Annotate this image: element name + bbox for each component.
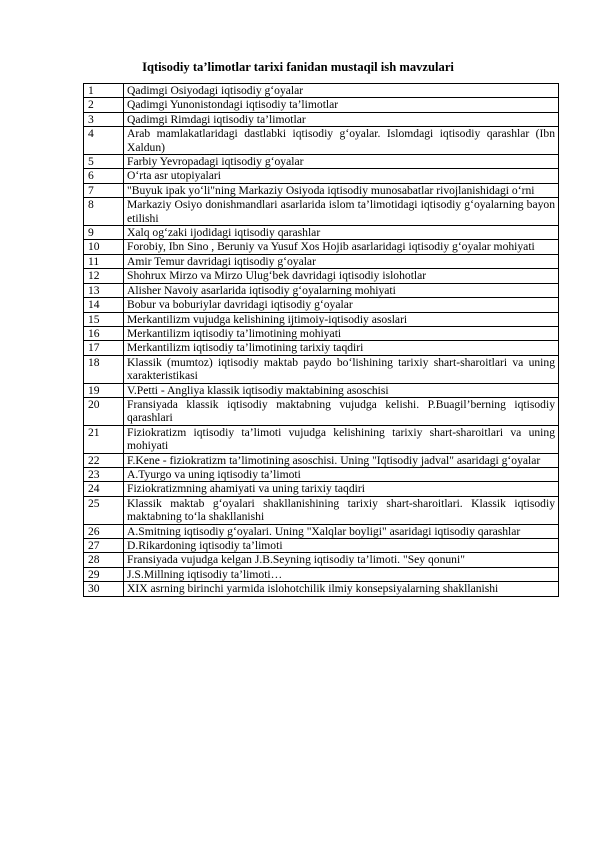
topic-title: F.Kene - fiziokratizm ta’limotining asoschisi. Uning "Iqtisodiy jadval" asaridagi g‘oyalar xyxy=(124,453,559,467)
topic-title: Merkantilizm iqtisodiy ta’limotining mohiyati xyxy=(124,326,559,340)
topic-title: Qadimgi Osiyodagi iqtisodiy g‘oyalar xyxy=(124,84,559,98)
table-row xyxy=(84,169,559,183)
topic-title: A.Tyurgo va uning iqtisodiy ta’limoti xyxy=(124,467,559,481)
topic-number: 2 xyxy=(84,98,124,112)
table-row xyxy=(84,341,559,355)
topic-number: 19 xyxy=(84,383,124,397)
topics-table-body xyxy=(84,84,559,597)
table-row xyxy=(84,553,559,567)
topic-title: Fransiyada klassik iqtisodiy maktabning vujudga kelishi. P.Buagil’berning iqtisodiy qarashlari xyxy=(124,397,559,425)
topic-title: Amir Temur davridagi iqtisodiy g‘oyalar xyxy=(124,254,559,268)
topic-title: Bobur va boburiylar davridagi iqtisodiy g‘oyalar xyxy=(124,298,559,312)
topic-title: Qadimgi Yunonistondagi iqtisodiy ta’limotlar xyxy=(124,98,559,112)
table-row xyxy=(84,226,559,240)
table-row xyxy=(84,98,559,112)
topic-title: "Buyuk ipak yo‘li"ning Markaziy Osiyoda iqtisodiy munosabatlar rivojlanishidagi o‘rni xyxy=(124,183,559,197)
table-row xyxy=(84,112,559,126)
topic-title: Forobiy, Ibn Sino , Beruniy va Yusuf Xos Hojib asarlaridagi iqtisodiy g‘oyalar mohiyati xyxy=(124,240,559,254)
topic-number: 23 xyxy=(84,467,124,481)
topic-number: 26 xyxy=(84,524,124,538)
table-row xyxy=(84,84,559,98)
topic-number: 8 xyxy=(84,198,124,226)
topic-number: 24 xyxy=(84,482,124,496)
table-row xyxy=(84,582,559,596)
table-row xyxy=(84,283,559,297)
topic-title: Fransiyada vujudga kelgan J.B.Seyning iqtisodiy ta’limoti. "Sey qonuni" xyxy=(124,553,559,567)
topic-number: 14 xyxy=(84,298,124,312)
topic-title: V.Petti - Angliya klassik iqtisodiy maktabining asoschisi xyxy=(124,383,559,397)
table-row xyxy=(84,355,559,383)
topic-title: J.S.Millning iqtisodiy ta’limoti… xyxy=(124,567,559,581)
table-row xyxy=(84,524,559,538)
topic-number: 15 xyxy=(84,312,124,326)
topic-title: Klassik maktab g‘oyalari shakllanishining tarixiy shart-sharoitlari. Klassik iqtisodiy maktabning to‘la shakllanishi xyxy=(124,496,559,524)
topic-title: Shohrux Mirzo va Mirzo Ulug‘bek davridagi iqtisodiy islohotlar xyxy=(124,269,559,283)
topic-number: 3 xyxy=(84,112,124,126)
topic-number: 21 xyxy=(84,425,124,453)
table-row xyxy=(84,183,559,197)
topic-title: Fiziokratizmning ahamiyati va uning tarixiy taqdiri xyxy=(124,482,559,496)
table-row xyxy=(84,155,559,169)
topic-number: 25 xyxy=(84,496,124,524)
topic-number: 17 xyxy=(84,341,124,355)
topic-title: Klassik (mumtoz) iqtisodiy maktab paydo bo‘lishining tarixiy shart-sharoitlari va uning xarakteristikasi xyxy=(124,355,559,383)
topic-number: 1 xyxy=(84,84,124,98)
topic-title: Merkantilizm iqtisodiy ta’limotining tarixiy taqdiri xyxy=(124,341,559,355)
topic-title: D.Rikardoning iqtisodiy ta’limoti xyxy=(124,539,559,553)
table-row xyxy=(84,198,559,226)
topic-title: O‘rta asr utopiyalari xyxy=(124,169,559,183)
topic-title: Alisher Navoiy asarlarida iqtisodiy g‘oyalarning mohiyati xyxy=(124,283,559,297)
topic-number: 30 xyxy=(84,582,124,596)
topic-title: XIX asrning birinchi yarmida islohotchilik ilmiy konsepsiyalarning shakllanishi xyxy=(124,582,559,596)
table-row xyxy=(84,312,559,326)
topic-number: 11 xyxy=(84,254,124,268)
topic-number: 28 xyxy=(84,553,124,567)
table-row xyxy=(84,269,559,283)
topic-number: 16 xyxy=(84,326,124,340)
topic-number: 27 xyxy=(84,539,124,553)
table-row xyxy=(84,425,559,453)
topic-number: 22 xyxy=(84,453,124,467)
topic-number: 12 xyxy=(84,269,124,283)
table-row xyxy=(84,240,559,254)
topic-number: 20 xyxy=(84,397,124,425)
topic-number: 13 xyxy=(84,283,124,297)
topic-title: Merkantilizm vujudga kelishining ijtimoiy-iqtisodiy asoslari xyxy=(124,312,559,326)
topic-title: A.Smitning iqtisodiy g‘oyalari. Uning "Xalqlar boyligi" asaridagi iqtisodiy qarashlar xyxy=(124,524,559,538)
table-row xyxy=(84,453,559,467)
topic-number: 4 xyxy=(84,127,124,155)
topic-number: 10 xyxy=(84,240,124,254)
topic-title: Arab mamlakatlaridagi dastlabki iqtisodiy g‘oyalar. Islomdagi iqtisodiy qarashlar (Ibn Xaldun) xyxy=(124,127,559,155)
topic-number: 9 xyxy=(84,226,124,240)
table-row xyxy=(84,326,559,340)
table-row xyxy=(84,397,559,425)
topic-title: Xalq og‘zaki ijodidagi iqtisodiy qarashlar xyxy=(124,226,559,240)
topic-title: Markaziy Osiyo donishmandlari asarlarida islom ta’limotidagi iqtisodiy g‘oyalarning bayon etilishi xyxy=(124,198,559,226)
table-row xyxy=(84,567,559,581)
topic-number: 5 xyxy=(84,155,124,169)
topic-number: 29 xyxy=(84,567,124,581)
topic-title: Farbiy Yevropadagi iqtisodiy g‘oyalar xyxy=(124,155,559,169)
table-row xyxy=(84,298,559,312)
table-row xyxy=(84,482,559,496)
topic-number: 6 xyxy=(84,169,124,183)
topic-title: Qadimgi Rimdagi iqtisodiy ta’limotlar xyxy=(124,112,559,126)
topic-title: Fiziokratizm iqtisodiy ta’limoti vujudga kelishining tarixiy shart-sharoitlari va uning mohiyati xyxy=(124,425,559,453)
table-row xyxy=(84,539,559,553)
table-row xyxy=(84,254,559,268)
topic-number: 18 xyxy=(84,355,124,383)
table-row xyxy=(84,467,559,481)
topic-number: 7 xyxy=(84,183,124,197)
document-title: Iqtisodiy ta’limotlar tarixi fanidan mustaqil ish mavzulari xyxy=(142,60,454,74)
table-row xyxy=(84,127,559,155)
table-row xyxy=(84,383,559,397)
table-row xyxy=(84,496,559,524)
topics-table xyxy=(83,83,559,597)
